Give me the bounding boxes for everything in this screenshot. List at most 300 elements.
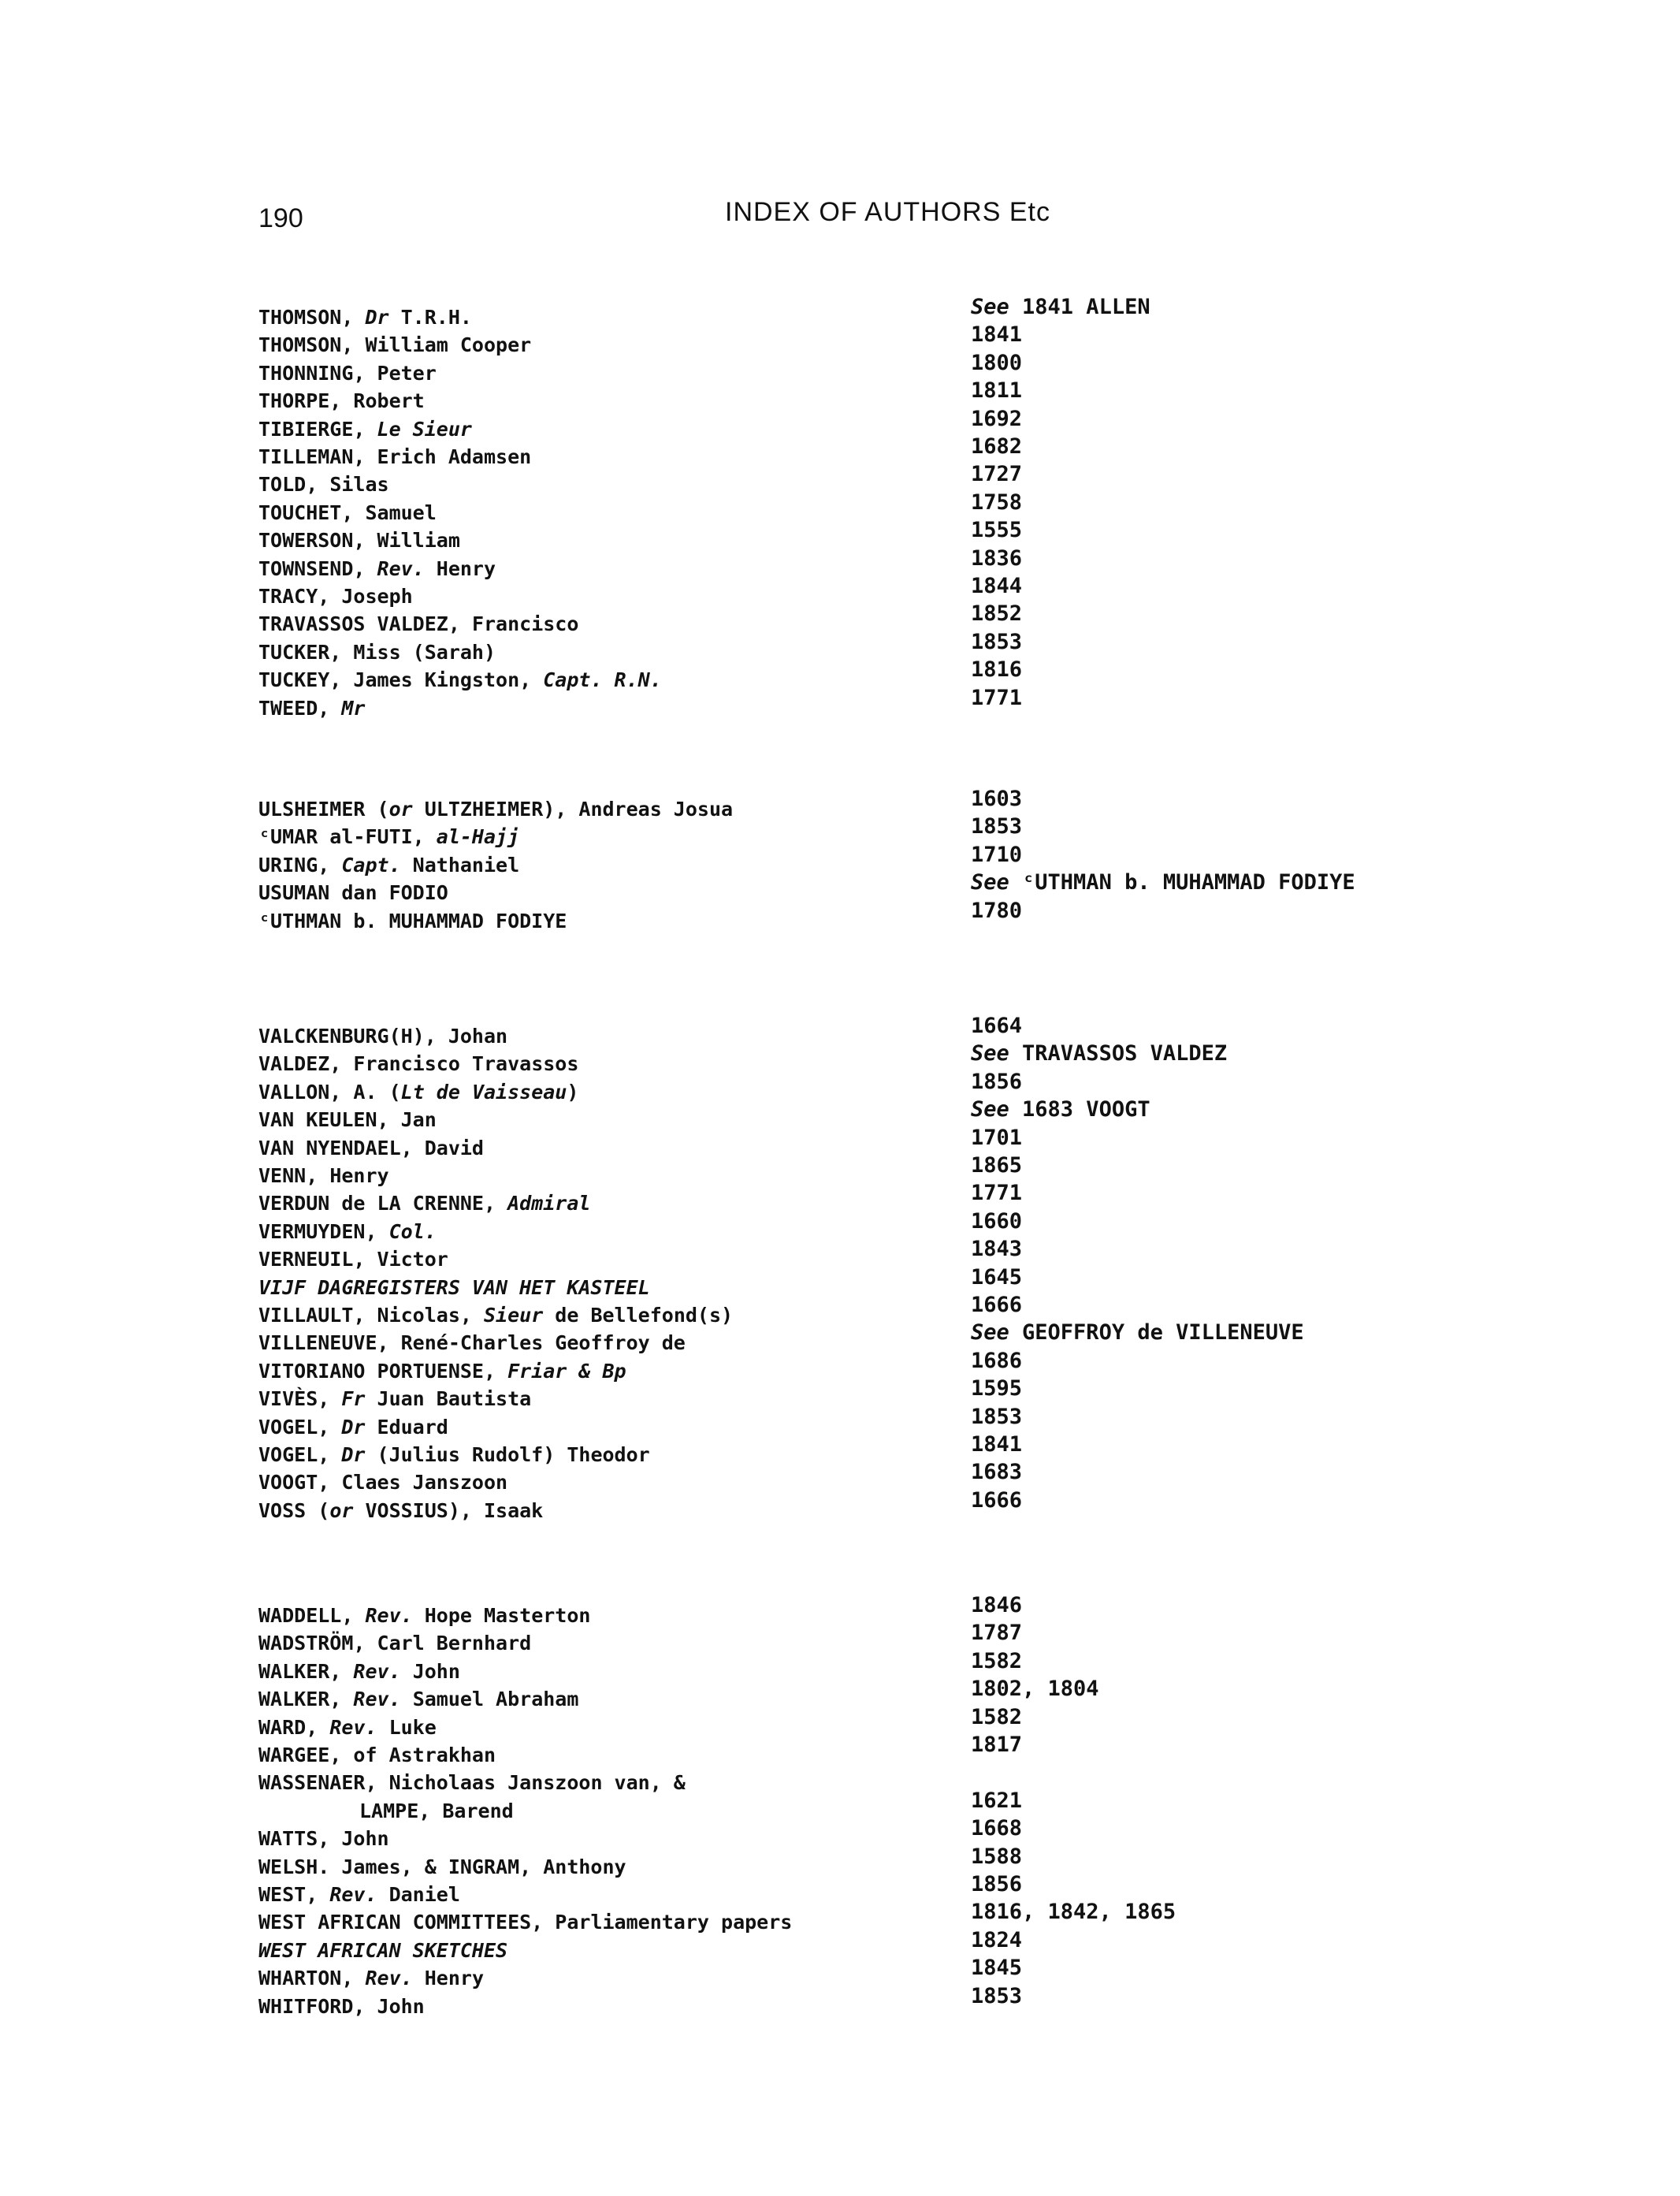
- index-entry: [0, 1677, 1680, 1715]
- index-entry: [0, 407, 1680, 445]
- entry-forenames: Nathaniel: [412, 854, 520, 877]
- reference-value: 1817: [971, 1733, 1023, 1757]
- entry-qualifier: Sieur: [483, 1304, 544, 1327]
- entry-name: [258, 1499, 543, 1522]
- index-entry: [0, 1872, 1680, 1911]
- entry-surname: WELSH.: [258, 1855, 342, 1878]
- reference-value: 1780: [971, 899, 1023, 923]
- entry-name: [258, 697, 365, 720]
- index-entry: [0, 434, 1680, 473]
- entry-forenames: Luke: [388, 1716, 437, 1739]
- index-entry: [0, 1649, 1680, 1688]
- entry-forenames: ULTZHEIMER), Andreas Josua: [424, 798, 734, 821]
- entry-reference: [971, 1153, 1022, 1178]
- reference-value: 1683 VOOGT: [1022, 1097, 1150, 1122]
- entry-reference: [971, 686, 1022, 710]
- entry-forenames: Peter: [377, 362, 437, 385]
- reference-value: 1771: [971, 686, 1023, 710]
- index-entry: [0, 1928, 1680, 1967]
- index-entry: [0, 1293, 1680, 1331]
- entry-qualifier: Lt de Vaisseau: [400, 1081, 567, 1104]
- entry-forenames: of Astrakhan: [353, 1744, 496, 1766]
- reference-value: 1668: [971, 1816, 1023, 1841]
- entry-surname: TWEED,: [258, 697, 342, 720]
- entry-reference: [971, 1349, 1022, 1373]
- reference-value: 1666: [971, 1293, 1023, 1317]
- entry-surname: THOMSON,: [258, 306, 366, 329]
- index-entry: [0, 1593, 1680, 1632]
- entry-qualifier: Capt.: [341, 854, 413, 877]
- entry-name: [258, 1081, 578, 1104]
- reference-value: 1588: [971, 1844, 1023, 1869]
- entry-surname: ᶜUTHMAN b. MUHAMMAD FODIYE: [258, 910, 567, 932]
- entry-name: [258, 1416, 448, 1439]
- entry-name: [258, 1276, 650, 1299]
- entry-surname: URING,: [258, 854, 342, 877]
- entry-reference: [971, 1593, 1022, 1617]
- entry-surname: TOLD,: [258, 473, 330, 496]
- index-entry: [0, 1041, 1680, 1080]
- entry-name: [258, 825, 519, 848]
- entry-name: [258, 1995, 425, 2018]
- entry-reference: [971, 870, 1355, 895]
- index-entry: [0, 1209, 1680, 1248]
- entry-forenames: T.R.H.: [400, 306, 472, 329]
- index-entry: [0, 546, 1680, 585]
- see-label: See: [971, 1320, 1023, 1345]
- entry-forenames: René-Charles Geoffroy de: [400, 1331, 686, 1354]
- index-entry: [0, 1816, 1680, 1855]
- index-entry: [0, 657, 1680, 696]
- entry-name: [258, 854, 519, 877]
- entry-forenames: Miss (Sarah): [353, 641, 496, 664]
- entry-reference: [971, 601, 1022, 626]
- page-number: 190: [258, 203, 303, 233]
- reference-value: 1787: [971, 1621, 1023, 1645]
- entry-tail: ): [567, 1081, 579, 1104]
- reference-value: 1824: [971, 1928, 1023, 1952]
- index-entry: [0, 1070, 1680, 1108]
- entry-reference: [971, 1181, 1022, 1205]
- index-entry: [0, 787, 1680, 825]
- entry-reference: [971, 1956, 1022, 1980]
- entry-reference: [971, 434, 1022, 459]
- entry-forenames: (Julius Rudolf) Theodor: [377, 1443, 650, 1466]
- entry-name: [258, 333, 531, 356]
- entry-name: [258, 1604, 590, 1627]
- entry-qualifier: Admiral: [507, 1192, 591, 1215]
- entry-name: [258, 529, 460, 552]
- entry-reference: [971, 1405, 1022, 1429]
- entry-surname: WALKER,: [258, 1688, 354, 1710]
- entry-reference: [971, 1320, 1304, 1345]
- reference-value: 1664: [971, 1014, 1023, 1038]
- entry-reference: [971, 899, 1022, 923]
- entry-surname: VAN KEULEN,: [258, 1108, 401, 1131]
- reference-value: 1758: [971, 490, 1023, 515]
- reference-value: 1555: [971, 518, 1023, 542]
- reference-value: 1582: [971, 1705, 1023, 1729]
- entry-name: [258, 1883, 460, 1906]
- entry-surname: TRACY,: [258, 585, 342, 608]
- entry-qualifier: Rev.: [353, 1660, 413, 1683]
- index-entry: [0, 1771, 1680, 1799]
- entry-name: [258, 1304, 733, 1327]
- entry-forenames: John: [341, 1827, 389, 1850]
- entry-qualifier: Fr: [341, 1387, 377, 1410]
- entry-surname: WALKER,: [258, 1660, 354, 1683]
- reference-value: 1856: [971, 1070, 1023, 1094]
- entry-qualifier: Rev.: [377, 557, 437, 580]
- entry-reference: [971, 1209, 1022, 1234]
- entry-name: [258, 881, 448, 904]
- entry-surname: TOWERSON,: [258, 529, 377, 552]
- entry-forenames: Erich Adamsen: [377, 445, 532, 468]
- entry-forenames: Joseph: [341, 585, 413, 608]
- entry-reference: [971, 1984, 1022, 2008]
- entry-name: [258, 1471, 507, 1494]
- entry-reference: [971, 378, 1022, 403]
- entry-name: [258, 362, 437, 385]
- entry-surname: VOOGT,: [258, 1471, 342, 1494]
- entry-reference: [971, 1070, 1022, 1094]
- entry-reference: [971, 1432, 1022, 1457]
- entry-reference: [971, 295, 1150, 319]
- reference-value: 1841 ALLEN: [1022, 295, 1150, 319]
- reference-value: 1841: [971, 322, 1023, 347]
- entry-forenames: Jan: [400, 1108, 437, 1131]
- index-entry: [0, 1956, 1680, 1994]
- entry-qualifier: al-Hajj: [436, 825, 520, 848]
- entry-surname: TUCKEY,: [258, 668, 354, 691]
- entry-name: [258, 798, 733, 821]
- entry-forenames: Victor: [377, 1248, 448, 1271]
- entry-qualifier: Rev.: [329, 1883, 389, 1906]
- entry-forenames: Silas: [329, 473, 389, 496]
- index-entry: [0, 843, 1680, 881]
- entry-name: [258, 1192, 590, 1215]
- entry-surname: VILLENEUVE,: [258, 1331, 401, 1354]
- entry-forenames: William: [377, 529, 460, 552]
- entry-name: [258, 612, 578, 635]
- reference-value: 1836: [971, 546, 1023, 571]
- entry-reference: [971, 1900, 1176, 1924]
- index-entry: [0, 1733, 1680, 1771]
- entry-surname: WADSTRÖM,: [258, 1632, 377, 1654]
- see-label: See: [971, 1041, 1023, 1066]
- reference-value: 1660: [971, 1209, 1023, 1234]
- reference-value: 1683: [971, 1460, 1023, 1484]
- entry-forenames: Claes Janszoon: [341, 1471, 508, 1494]
- index-entry: [0, 490, 1680, 529]
- entry-forenames: Daniel: [388, 1883, 460, 1906]
- entry-reference: [971, 1041, 1227, 1066]
- entry-name: [258, 641, 496, 664]
- entry-forenames: Samuel: [365, 501, 437, 524]
- entry-surname: WATTS,: [258, 1827, 342, 1850]
- entry-reference: [971, 1293, 1022, 1317]
- reference-value: 1595: [971, 1376, 1023, 1401]
- index-entry: [0, 1984, 1680, 2023]
- entry-name: [258, 1052, 578, 1075]
- index-entry: [0, 1621, 1680, 1659]
- entry-name: [258, 306, 472, 329]
- entry-surname: WADDELL,: [258, 1604, 366, 1627]
- entry-name: [258, 1137, 484, 1159]
- entry-reference: [971, 546, 1022, 571]
- entry-reference: [971, 1014, 1022, 1038]
- entry-surname: WEST AFRICAN COMMITTEES,: [258, 1911, 556, 1934]
- reference-value: 1811: [971, 378, 1023, 403]
- index-entry: [0, 870, 1680, 909]
- entry-name: [258, 1855, 626, 1878]
- entry-name: [258, 1443, 650, 1466]
- see-label: See: [971, 295, 1023, 319]
- entry-reference: [971, 1265, 1022, 1290]
- entry-name: [258, 1025, 507, 1048]
- entry-name: [258, 1220, 437, 1243]
- index-entry: [0, 1014, 1680, 1052]
- entry-forenames: William Cooper: [365, 333, 532, 356]
- index-entry: [0, 899, 1680, 937]
- entry-reference: [971, 322, 1022, 347]
- entry-surname: TUCKER,: [258, 641, 354, 664]
- entry-qualifier: Le Sieur: [377, 418, 472, 441]
- reference-value: 1802, 1804: [971, 1677, 1099, 1701]
- index-entry: [0, 322, 1680, 361]
- entry-forenames: John: [377, 1995, 425, 2018]
- entry-name: [258, 1164, 389, 1187]
- entry-name: [258, 1967, 484, 1989]
- entry-forenames: Carl Bernhard: [377, 1632, 532, 1654]
- reference-value: 1845: [971, 1956, 1023, 1980]
- entry-reference: [971, 1788, 1022, 1813]
- entry-surname: THOMSON,: [258, 333, 366, 356]
- entry-surname: TIBIERGE,: [258, 418, 377, 441]
- entry-reference: [971, 1237, 1022, 1261]
- entry-surname: THORPE,: [258, 389, 354, 412]
- entry-reference: [971, 1872, 1022, 1896]
- index-entry: [0, 814, 1680, 853]
- entry-reference: [971, 1816, 1022, 1841]
- entry-surname: TOWNSEND,: [258, 557, 377, 580]
- entry-reference: [971, 843, 1022, 867]
- reference-value: 1582: [971, 1649, 1023, 1673]
- entry-reference: [971, 1928, 1022, 1952]
- index-entry: [0, 378, 1680, 417]
- entry-surname: VIVÈS,: [258, 1387, 342, 1410]
- entry-name: [258, 1331, 686, 1354]
- entry-name: [258, 1360, 626, 1383]
- index-entry: [0, 1844, 1680, 1883]
- reference-value: 1856: [971, 1872, 1023, 1896]
- entry-surname: VOSS (: [258, 1499, 330, 1522]
- entry-reference: [971, 1705, 1022, 1729]
- reference-value: 1852: [971, 601, 1023, 626]
- index-entry: [0, 1126, 1680, 1164]
- reference-value: 1841: [971, 1432, 1023, 1457]
- entry-name: [258, 1744, 496, 1766]
- entry-qualifier: or: [388, 798, 425, 821]
- entry-name: [258, 501, 437, 524]
- reference-value: 1727: [971, 462, 1023, 486]
- page-title: INDEX OF AUTHORS Etc: [725, 197, 1050, 227]
- entry-reference: [971, 407, 1022, 431]
- reference-value: 1686: [971, 1349, 1023, 1373]
- index-entry: [0, 574, 1680, 612]
- entry-reference: [971, 518, 1022, 542]
- reference-value: TRAVASSOS VALDEZ: [1022, 1041, 1228, 1066]
- entry-surname: ULSHEIMER (: [258, 798, 389, 821]
- index-entry: [0, 630, 1680, 668]
- entry-forenames: David: [424, 1137, 484, 1159]
- index-entry: [0, 1153, 1680, 1192]
- reference-value: 1853: [971, 814, 1023, 839]
- reference-value: 1800: [971, 351, 1023, 375]
- entry-qualifier: Dr: [341, 1416, 377, 1439]
- entry-name: [258, 1248, 448, 1271]
- entry-surname: WHITFORD,: [258, 1995, 377, 2018]
- reference-value: 1844: [971, 574, 1023, 598]
- reference-value: 1710: [971, 843, 1023, 867]
- entry-reference: [971, 1097, 1150, 1122]
- entry-name: [258, 910, 567, 932]
- reference-value: 1853: [971, 630, 1023, 654]
- entry-forenames: Parliamentary papers: [555, 1911, 793, 1934]
- entry-surname: VERMUYDEN,: [258, 1220, 389, 1243]
- index-entry: [0, 518, 1680, 556]
- entry-forenames: Johan: [448, 1025, 508, 1048]
- entry-name: [258, 389, 425, 412]
- entry-forenames: James, & INGRAM, Anthony: [341, 1855, 626, 1878]
- entry-forenames: Nicolas,: [377, 1304, 484, 1327]
- index-entry: [0, 1705, 1680, 1744]
- entry-reference: [971, 630, 1022, 654]
- entry-reference: [971, 1677, 1099, 1701]
- reference-value: ᶜUTHMAN b. MUHAMMAD FODIYE: [1022, 870, 1355, 895]
- entry-forenames: Juan Bautista: [377, 1387, 532, 1410]
- entry-reference: [971, 574, 1022, 598]
- entry-name: [258, 418, 472, 441]
- entry-forenames: Barend: [442, 1800, 514, 1822]
- reference-value: 1771: [971, 1181, 1023, 1205]
- entry-reference: [971, 787, 1022, 811]
- entry-name: [258, 585, 413, 608]
- index-entry: [0, 295, 1680, 333]
- entry-qualifier: or: [329, 1499, 366, 1522]
- entry-surname: TILLEMAN,: [258, 445, 377, 468]
- reference-value: 1846: [971, 1593, 1023, 1617]
- entry-reference: [971, 1733, 1022, 1757]
- index-entry: [0, 1405, 1680, 1443]
- entry-qualifier: Friar & Bp: [507, 1360, 626, 1383]
- entry-reference: [971, 351, 1022, 375]
- entry-name: [258, 1387, 531, 1410]
- entry-surname: WEST,: [258, 1883, 330, 1906]
- entry-name: [258, 668, 662, 691]
- entry-reference: [971, 657, 1022, 682]
- reference-value: 1666: [971, 1488, 1023, 1513]
- index-entry: [0, 351, 1680, 389]
- entry-reference: [971, 1844, 1022, 1869]
- index-entry: [0, 1320, 1680, 1359]
- see-label: See: [971, 1097, 1023, 1122]
- index-entry: [0, 1181, 1680, 1219]
- entry-surname: VOGEL,: [258, 1416, 342, 1439]
- index-entry: [0, 1097, 1680, 1136]
- entry-qualifier: Col.: [388, 1220, 437, 1243]
- entry-surname: VAN NYENDAEL,: [258, 1137, 425, 1159]
- entry-name: [258, 1688, 578, 1710]
- entry-surname: USUMAN dan FODIO: [258, 881, 448, 904]
- reference-value: 1645: [971, 1265, 1023, 1290]
- entry-surname: VILLAULT,: [258, 1304, 377, 1327]
- entry-name: [258, 1660, 460, 1683]
- entry-surname: VERNEUIL,: [258, 1248, 377, 1271]
- entry-qualifier: Rev.: [365, 1604, 425, 1627]
- reference-value: 1865: [971, 1153, 1023, 1178]
- entry-name: [258, 557, 496, 580]
- reference-value: 1603: [971, 787, 1023, 811]
- entry-reference: [971, 490, 1022, 515]
- entry-reference: [971, 1460, 1022, 1484]
- entry-name: [258, 1632, 531, 1654]
- index-entry: [0, 1376, 1680, 1415]
- entry-reference: [971, 1649, 1022, 1673]
- entry-surname: WARD,: [258, 1716, 330, 1739]
- reference-value: GEOFFROY de VILLENEUVE: [1022, 1320, 1304, 1345]
- entry-name: [258, 1911, 792, 1934]
- index-entry: [0, 601, 1680, 640]
- entry-surname: VOGEL,: [258, 1443, 342, 1466]
- index-entry: [0, 686, 1680, 724]
- entry-forenames: Nicholaas Janszoon van, &: [388, 1771, 686, 1794]
- entry-name: [258, 1939, 507, 1962]
- entry-reference: [971, 462, 1022, 486]
- reference-value: 1692: [971, 407, 1023, 431]
- entry-name: [258, 1716, 437, 1739]
- entry-forenames: A. (: [353, 1081, 401, 1104]
- entry-reference: [971, 1126, 1022, 1150]
- entry-forenames: Henry: [424, 1967, 484, 1989]
- entry-forenames: James Kingston,: [353, 668, 544, 691]
- index-entry: [0, 1788, 1680, 1827]
- entry-qualifier: Rev.: [353, 1688, 413, 1710]
- index-entry: [0, 1349, 1680, 1387]
- reference-value: 1816, 1842, 1865: [971, 1900, 1176, 1924]
- reference-value: 1853: [971, 1984, 1023, 2008]
- entry-forenames: Eduard: [377, 1416, 448, 1439]
- entry-name: [258, 1800, 514, 1822]
- index-entry: [0, 1237, 1680, 1275]
- entry-name: [258, 445, 531, 468]
- entry-surname: TRAVASSOS VALDEZ,: [258, 612, 472, 635]
- entry-forenames: Hope Masterton: [424, 1604, 591, 1627]
- see-label: See: [971, 870, 1023, 895]
- entry-name: [258, 473, 389, 496]
- entry-qualifier: Mr: [341, 697, 366, 720]
- reference-value: 1621: [971, 1788, 1023, 1813]
- reference-value: 1816: [971, 657, 1023, 682]
- reference-value: 1843: [971, 1237, 1023, 1261]
- reference-value: 1682: [971, 434, 1023, 459]
- entry-qualifier: Rev.: [329, 1716, 389, 1739]
- entry-forenames: VOSSIUS), Isaak: [365, 1499, 544, 1522]
- entry-qualifier: Capt. R.N.: [543, 668, 662, 691]
- entry-qualifier: WEST AFRICAN SKETCHES: [258, 1939, 508, 1962]
- entry-forenames: Samuel Abraham: [412, 1688, 579, 1710]
- entry-surname: VITORIANO PORTUENSE,: [258, 1360, 508, 1383]
